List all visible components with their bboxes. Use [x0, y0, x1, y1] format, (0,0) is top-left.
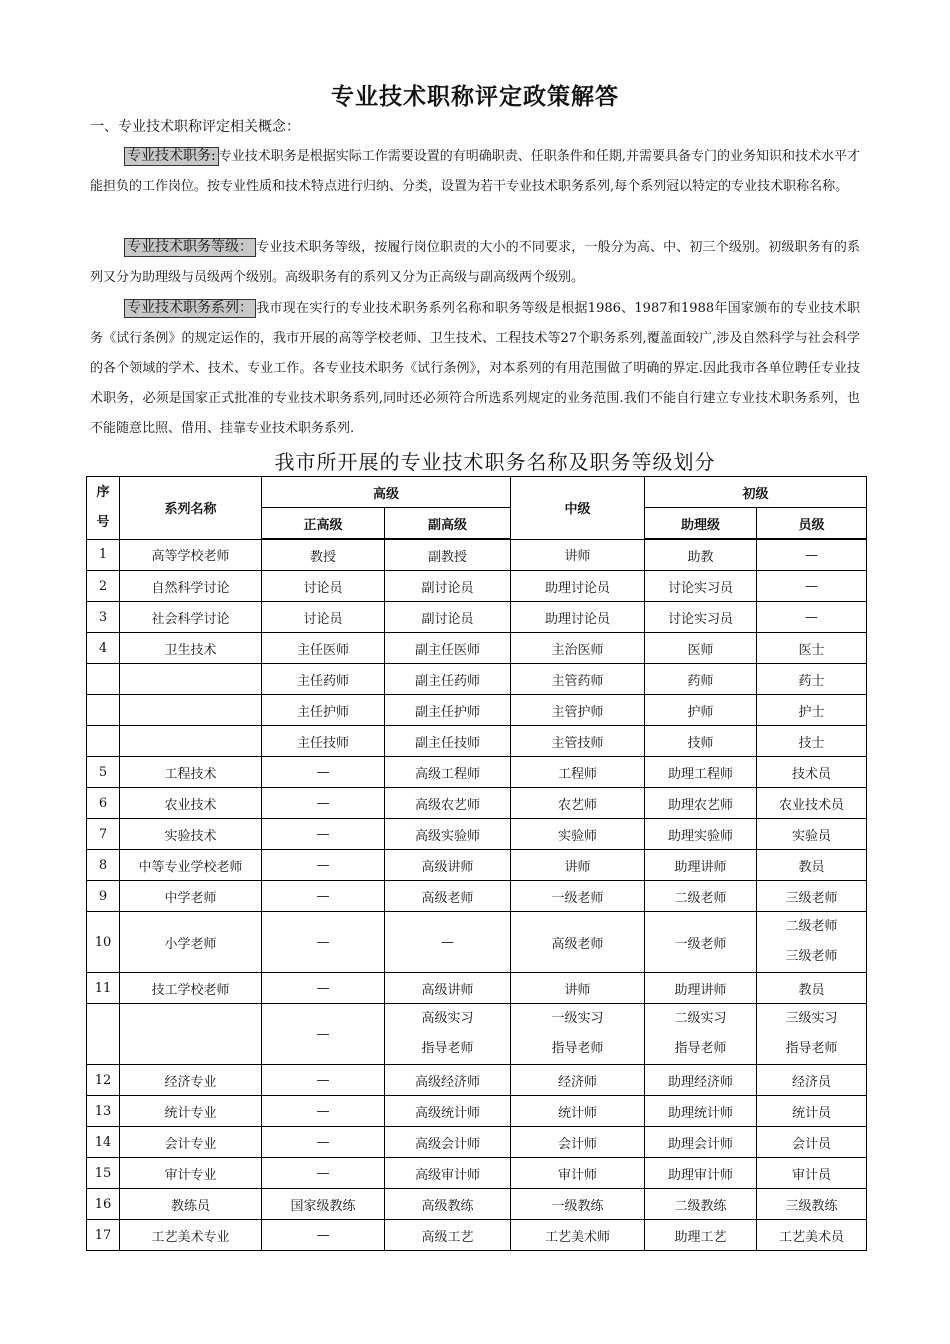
paragraph-text: 专业技术职务等级，按履行岗位职责的大小的不同要求，一般分为高、中、初三个级别。初级职务有的系列又分为助理级与员级两个级别。高级职务有的系列又分为正高级与副高级两个级别。: [90, 240, 860, 285]
cell-staff: 三级教练: [757, 1189, 867, 1220]
header-senior: 高级: [262, 477, 511, 508]
cell-vice-senior: —: [385, 912, 511, 973]
cell-assistant: 助理工艺: [645, 1220, 757, 1251]
cell-staff: 工艺美术员: [757, 1220, 867, 1251]
table-row: [87, 788, 867, 819]
cell-assistant: 助理讲师: [645, 973, 757, 1004]
cell-line: 指导老师: [785, 1041, 838, 1056]
paragraph-grade: [90, 233, 860, 293]
cell-middle: 主管技师: [511, 726, 645, 757]
cell-assistant: [645, 1004, 757, 1065]
table-row: [87, 664, 867, 695]
cell-assistant: 助理会计师: [645, 1127, 757, 1158]
table-title: 我市所开展的专业技术职务名称及职务等级划分: [274, 450, 716, 474]
cell-staff: 经济员: [757, 1065, 867, 1096]
cell-vice-senior: 副主任技师: [385, 726, 511, 757]
paragraph-text: 专业技术职务是根据实际工作需要设置的有明确职责、任职条件和任期,并需要具备专门的业务知识和技术水平才能担负的工作岗位。按专业性质和技术特点进行归纳、分类，设置为若干专业技术职务系列,每个系列冠以特定的专业技术职称名称。: [90, 149, 860, 194]
cell-seq: 8: [87, 850, 120, 881]
cell-middle: 工艺美术师: [511, 1220, 645, 1251]
cell-middle: 一级老师: [511, 881, 645, 912]
section-heading: 一、专业技术职称评定相关概念：: [90, 119, 300, 135]
cell-assistant: 助理实验师: [645, 819, 757, 850]
cell-series: 自然科学讨论: [120, 571, 262, 602]
cell-seq: [87, 726, 120, 757]
cell-seq: [87, 664, 120, 695]
cell-full-senior: —: [262, 788, 385, 819]
header-assistant: 助理级: [645, 508, 757, 540]
cell-series: 社会科学讨论: [120, 602, 262, 633]
term-label: 专业技术职务:: [124, 147, 219, 166]
cell-assistant: 助理经济师: [645, 1065, 757, 1096]
cell-middle: 讲师: [511, 973, 645, 1004]
paragraph-duty: [90, 142, 860, 202]
cell-seq: 4: [87, 633, 120, 664]
table-row: [87, 1189, 867, 1220]
table-row: [87, 912, 867, 973]
table-row: [87, 1065, 867, 1096]
cell-middle: 主治医师: [511, 633, 645, 664]
cell-line: 三级老师: [785, 949, 838, 964]
paragraph-text: 我市现在实行的专业技术职务系列名称和职务等级是根据1986、1987和1988年国家颁布的专业技术职务《试行条例》的规定运作的，我市开展的高等学校老师、卫生技术、工程技术等27个职务系列,覆盖面较广,涉及自然科学与社会科学的各个领域的学术、技术、专业工作。各专业技术职务《试行条例》，对本系列的有用范围做了明确的界定.因此我市各单位聘任专业技术职务，必须是国家正式批准的专业技术职务系列,同时还必须符合所选系列规定的业务范围.我们不能自行建立专业技术职务系列，也不能随意比照、借用、挂靠专业技术职务系列.: [90, 301, 860, 436]
cell-assistant: 助教: [645, 539, 757, 571]
cell-full-senior: 讨论员: [262, 602, 385, 633]
cell-assistant: 二级教练: [645, 1189, 757, 1220]
cell-line: 二级老师: [785, 919, 838, 934]
cell-series: 教练员: [120, 1189, 262, 1220]
table-row: [87, 539, 867, 571]
header-series: 系列名称: [120, 477, 262, 540]
cell-seq: 6: [87, 788, 120, 819]
cell-series: 高等学校老师: [120, 539, 262, 571]
cell-staff: 统计员: [757, 1096, 867, 1127]
cell-series: 小学老师: [120, 912, 262, 973]
page-title: 专业技术职称评定政策解答: [331, 83, 619, 110]
cell-vice-senior: 高级统计师: [385, 1096, 511, 1127]
cell-line: 高级实习: [421, 1011, 474, 1026]
cell-middle: 经济师: [511, 1065, 645, 1096]
cell-full-senior: 主任医师: [262, 633, 385, 664]
cell-assistant: 讨论实习员: [645, 571, 757, 602]
cell-middle: 统计师: [511, 1096, 645, 1127]
cell-full-senior: —: [262, 1065, 385, 1096]
term-label: 专业技术职务等级：: [124, 238, 256, 257]
cell-vice-senior: 副主任药师: [385, 664, 511, 695]
cell-full-senior: —: [262, 757, 385, 788]
cell-series: 技工学校老师: [120, 973, 262, 1004]
cell-seq: 2: [87, 571, 120, 602]
grade-table: [86, 476, 867, 1251]
cell-assistant: 助理统计师: [645, 1096, 757, 1127]
cell-full-senior: 主任护师: [262, 695, 385, 726]
cell-middle: 高级老师: [511, 912, 645, 973]
cell-full-senior: —: [262, 881, 385, 912]
cell-seq: 12: [87, 1065, 120, 1096]
cell-vice-senior: 高级工程师: [385, 757, 511, 788]
cell-vice-senior: 高级教练: [385, 1189, 511, 1220]
cell-full-senior: 讨论员: [262, 571, 385, 602]
cell-vice-senior: 副讨论员: [385, 602, 511, 633]
cell-middle: 农艺师: [511, 788, 645, 819]
cell-series: 实验技术: [120, 819, 262, 850]
paragraph-series: [90, 294, 860, 444]
cell-middle: 助理讨论员: [511, 571, 645, 602]
table-row: [87, 1127, 867, 1158]
table-row: [87, 1158, 867, 1189]
cell-line: 一级实习: [551, 1011, 604, 1026]
cell-staff: —: [757, 539, 867, 571]
cell-seq: 17: [87, 1220, 120, 1251]
cell-staff: 护士: [757, 695, 867, 726]
cell-seq: 10: [87, 912, 120, 973]
cell-assistant: 讨论实习员: [645, 602, 757, 633]
header-full-senior: 正高级: [262, 508, 385, 540]
cell-assistant: 医师: [645, 633, 757, 664]
cell-series: 会计专业: [120, 1127, 262, 1158]
cell-vice-senior: 高级会计师: [385, 1127, 511, 1158]
cell-vice-senior: 高级工艺: [385, 1220, 511, 1251]
cell-line: 指导老师: [551, 1041, 604, 1056]
cell-assistant: 助理农艺师: [645, 788, 757, 819]
cell-staff: 农业技术员: [757, 788, 867, 819]
table-row: [87, 602, 867, 633]
cell-seq: 15: [87, 1158, 120, 1189]
cell-assistant: 技师: [645, 726, 757, 757]
cell-line: 指导老师: [674, 1041, 727, 1056]
cell-seq: 5: [87, 757, 120, 788]
cell-vice-senior: 高级讲师: [385, 850, 511, 881]
cell-staff: —: [757, 571, 867, 602]
cell-middle: 审计师: [511, 1158, 645, 1189]
cell-middle: 主管护师: [511, 695, 645, 726]
cell-middle: 讲师: [511, 850, 645, 881]
cell-seq: [87, 695, 120, 726]
table-row: [87, 1096, 867, 1127]
table-row: [87, 819, 867, 850]
table-row: [87, 973, 867, 1004]
cell-vice-senior: 高级讲师: [385, 973, 511, 1004]
cell-full-senior: 主任技师: [262, 726, 385, 757]
header-seq: 序 号: [87, 477, 120, 540]
cell-assistant: 助理工程师: [645, 757, 757, 788]
cell-vice-senior: 高级实验师: [385, 819, 511, 850]
cell-middle: 助理讨论员: [511, 602, 645, 633]
cell-assistant: 助理讲师: [645, 850, 757, 881]
table-row: [87, 757, 867, 788]
table-row: [87, 1220, 867, 1251]
cell-assistant: 二级老师: [645, 881, 757, 912]
cell-series: 审计专业: [120, 1158, 262, 1189]
cell-series: 农业技术: [120, 788, 262, 819]
table-row: [87, 695, 867, 726]
cell-staff: [757, 912, 867, 973]
cell-seq: 1: [87, 539, 120, 571]
cell-full-senior: —: [262, 1127, 385, 1158]
cell-vice-senior: 副主任护师: [385, 695, 511, 726]
table-row: [87, 850, 867, 881]
cell-series: [120, 1004, 262, 1065]
cell-middle: [511, 1004, 645, 1065]
cell-middle: 工程师: [511, 757, 645, 788]
header-middle: 中级: [511, 477, 645, 540]
cell-series: 中等专业学校老师: [120, 850, 262, 881]
cell-full-senior: 主任药师: [262, 664, 385, 695]
header-junior: 初级: [645, 477, 867, 508]
cell-seq: 7: [87, 819, 120, 850]
cell-seq: 14: [87, 1127, 120, 1158]
cell-staff: 教员: [757, 973, 867, 1004]
cell-assistant: 一级老师: [645, 912, 757, 973]
cell-full-senior: —: [262, 1158, 385, 1189]
cell-staff: 会计员: [757, 1127, 867, 1158]
header-staff: 员级: [757, 508, 867, 540]
cell-full-senior: —: [262, 1004, 385, 1065]
cell-series: 工程技术: [120, 757, 262, 788]
term-label: 专业技术职务系列：: [124, 299, 256, 318]
header-vice-senior: 副高级: [385, 508, 511, 540]
cell-full-senior: —: [262, 912, 385, 973]
cell-full-senior: —: [262, 1096, 385, 1127]
cell-staff: 审计员: [757, 1158, 867, 1189]
cell-series: [120, 695, 262, 726]
cell-full-senior: 教授: [262, 539, 385, 571]
cell-line: 二级实习: [674, 1011, 727, 1026]
cell-full-senior: —: [262, 819, 385, 850]
table-row: [87, 881, 867, 912]
cell-full-senior: 国家级教练: [262, 1189, 385, 1220]
table-row: [87, 726, 867, 757]
cell-seq: 16: [87, 1189, 120, 1220]
cell-vice-senior: 高级经济师: [385, 1065, 511, 1096]
table-row: [87, 1004, 867, 1065]
cell-staff: 教员: [757, 850, 867, 881]
cell-vice-senior: [385, 1004, 511, 1065]
cell-full-senior: —: [262, 973, 385, 1004]
cell-seq: 11: [87, 973, 120, 1004]
cell-staff: [757, 1004, 867, 1065]
cell-middle: 主管药师: [511, 664, 645, 695]
cell-full-senior: —: [262, 1220, 385, 1251]
cell-vice-senior: 副讨论员: [385, 571, 511, 602]
cell-line: 指导老师: [421, 1041, 474, 1056]
cell-vice-senior: 副主任医师: [385, 633, 511, 664]
cell-staff: —: [757, 602, 867, 633]
cell-series: 统计专业: [120, 1096, 262, 1127]
cell-middle: 实验师: [511, 819, 645, 850]
cell-series: 中学老师: [120, 881, 262, 912]
cell-assistant: 护师: [645, 695, 757, 726]
cell-assistant: 药师: [645, 664, 757, 695]
cell-series: 卫生技术: [120, 633, 262, 664]
cell-line: 三级实习: [785, 1011, 838, 1026]
cell-vice-senior: 副教授: [385, 539, 511, 571]
cell-middle: 讲师: [511, 539, 645, 571]
table-row: [87, 571, 867, 602]
cell-vice-senior: 高级农艺师: [385, 788, 511, 819]
cell-series: [120, 664, 262, 695]
table-row: [87, 633, 867, 664]
cell-vice-senior: 高级老师: [385, 881, 511, 912]
cell-staff: 实验员: [757, 819, 867, 850]
cell-assistant: 助理审计师: [645, 1158, 757, 1189]
cell-staff: 医士: [757, 633, 867, 664]
cell-seq: [87, 1004, 120, 1065]
cell-full-senior: —: [262, 850, 385, 881]
cell-seq: 13: [87, 1096, 120, 1127]
cell-series: 经济专业: [120, 1065, 262, 1096]
cell-middle: 一级教练: [511, 1189, 645, 1220]
cell-seq: 3: [87, 602, 120, 633]
cell-vice-senior: 高级审计师: [385, 1158, 511, 1189]
cell-series: 工艺美术专业: [120, 1220, 262, 1251]
cell-staff: 三级老师: [757, 881, 867, 912]
cell-staff: 技术员: [757, 757, 867, 788]
cell-staff: 技士: [757, 726, 867, 757]
cell-middle: 会计师: [511, 1127, 645, 1158]
cell-seq: 9: [87, 881, 120, 912]
cell-series: [120, 726, 262, 757]
cell-staff: 药士: [757, 664, 867, 695]
